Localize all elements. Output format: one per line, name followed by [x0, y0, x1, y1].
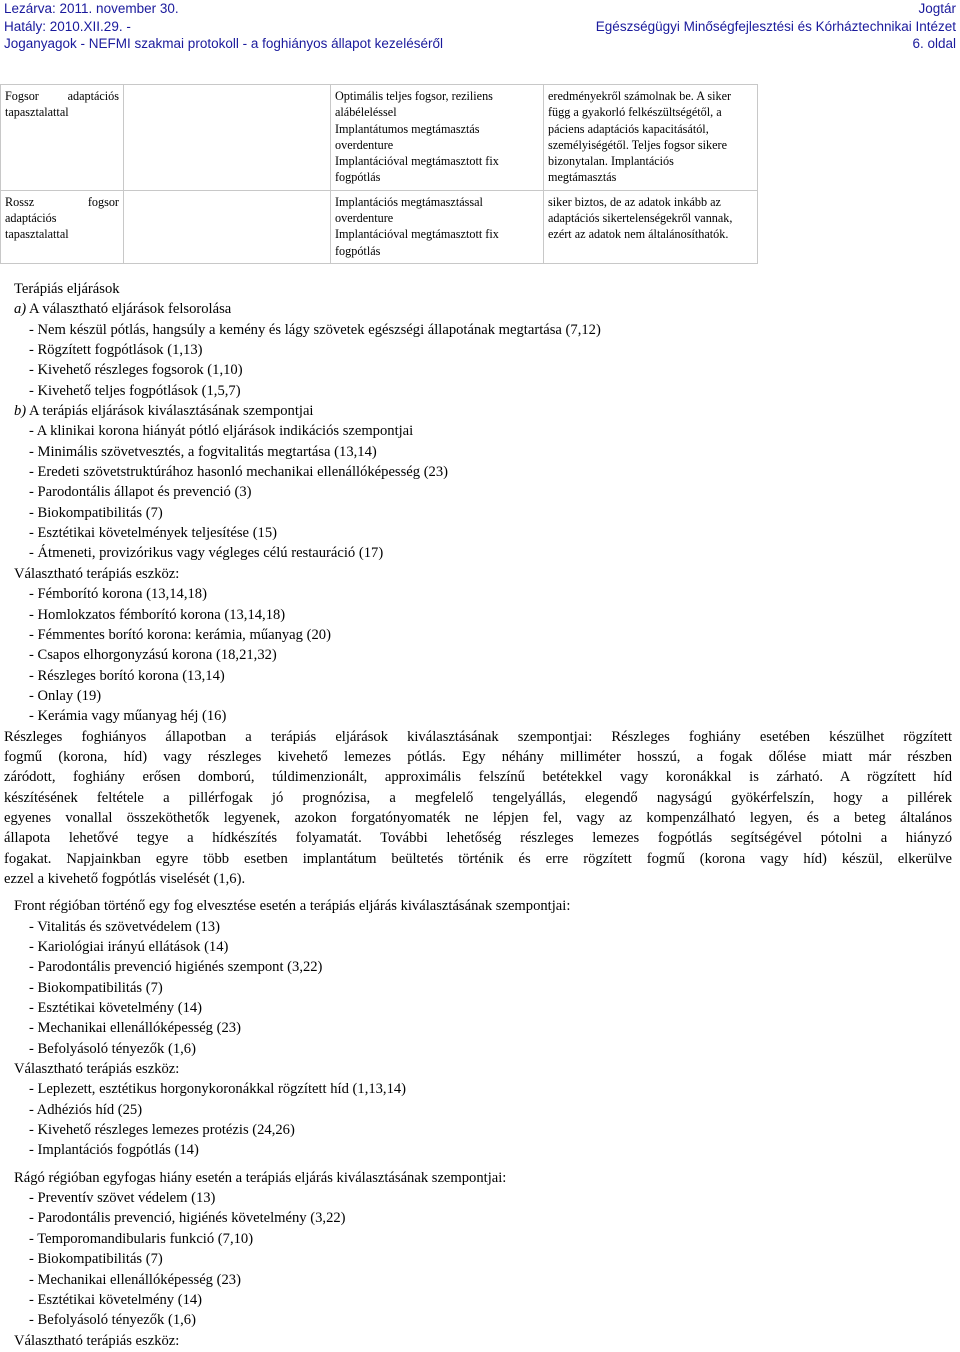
cell-line: overdenture [335, 137, 394, 152]
section-a-heading [14, 299, 958, 319]
cell-line: overdenture [335, 211, 394, 226]
list-item: - Homlokzatos fémborító korona (13,14,18) [29, 606, 286, 623]
paragraph-line: fogmű (korona, híd) vagy részleges kivehető lemezes pótlás. Egy néhány milliméter hosszú, a fogak dőlése miatt már részben [4, 748, 952, 765]
list-item: - Preventív szövet védelem (13) [29, 1190, 216, 1207]
table-cell-c3 [331, 85, 544, 191]
table-cell-c2 [124, 85, 331, 191]
document-body [4, 279, 958, 1351]
list-item: - Kerámia vagy műanyag héj (16) [29, 708, 227, 725]
table-cell-c3 [331, 190, 544, 263]
table-cell-c4 [544, 190, 758, 263]
paragraph-line: állapota lehetővé tegye a hídkészítés folyamatát. További lehetőség részleges lemezes fogpótlás segítségével pótolni a hiányzó [4, 830, 952, 847]
list-item: - Kivehető részleges fogsorok (1,10) [29, 362, 243, 379]
table-cell-c4 [544, 85, 758, 191]
header-publisher: Jogtár [918, 1, 956, 16]
paragraph-line: egyenes vonallal összeköthetők legyenek, azokon forgatónyomaték ne lépjen fel, vagy az kompenzálható legyen, és a beteg általános [4, 809, 952, 826]
list-item: - Fémmentes borító korona: kerámia, műanyag (20) [29, 626, 331, 643]
list-item: - Mechanikai ellenállóképesség (23) [29, 1271, 241, 1288]
header-page-number: 6. oldal [912, 36, 956, 51]
cell-line: siker biztos, de az adatok inkább az [548, 194, 721, 209]
cell-line: fogpótlás [335, 243, 381, 258]
cell-line: tapasztalattal [5, 105, 69, 120]
list-item: - Biokompatibilitás (7) [29, 1251, 163, 1268]
cell-line: adaptációs sikertelenségekről vannak, [548, 211, 733, 226]
cell-line: fogpótlás [335, 170, 381, 185]
section-b-title: A terápiás eljárások kiválasztásának szempontjai [29, 403, 314, 420]
list-item: - Leplezett, esztétikus horgonykoronákkal rögzített híd (1,13,14) [29, 1081, 407, 1098]
cell-line: függ a gyakorló felkészültségétől, a [548, 105, 722, 120]
cell-line: alábéleléssel [335, 105, 397, 120]
list-item: - Adhéziós híd (25) [29, 1101, 143, 1118]
list-item: - Nem készül pótlás, hangsúly a kemény és lágy szövetek egészségi állapotának megtartása (7,12) [29, 321, 601, 338]
list-item: - Biokompatibilitás (7) [29, 504, 163, 521]
list-item: - A klinikai korona hiányát pótló eljárások indikációs szempontjai [29, 423, 414, 440]
list-item: - Temporomandibularis funkció (7,10) [29, 1230, 254, 1247]
tool-label-2: Választható terápiás eszköz: [14, 1061, 180, 1078]
cell-line: eredményekről számolnak be. A siker [548, 89, 732, 103]
list-a [14, 320, 958, 401]
list-item: - Kariológiai irányú ellátások (14) [29, 939, 229, 955]
page-header [4, 0, 956, 53]
cell-line: Optimális teljes fogsor, reziliens [335, 89, 493, 103]
list-item: - Vitalitás és szövetvédelem (13) [29, 918, 220, 935]
list-item: - Kivehető részleges lemezes protézis (24,26) [29, 1122, 295, 1139]
list-item: - Biokompatibilitás (7) [29, 979, 163, 996]
header-lock-date: Lezárva: 2011. november 30. [4, 1, 179, 16]
partial-tooth-loss-paragraph [4, 727, 952, 890]
cell-line: adaptációs [5, 211, 57, 226]
cell-line: megtámasztás [548, 170, 617, 185]
cell-line: Fogsor adaptációs [5, 89, 119, 103]
list-item: - Befolyásoló tényezők (1,6) [29, 1040, 196, 1057]
cell-line: Implantátumos megtámasztás [335, 121, 480, 136]
paragraph-line: fogakat. Napjainkban egyre több esetben implantátum beültetés történik és erre rögzített fogmű (korona vagy híd) készül, elkerülve [4, 850, 952, 867]
section-b-prefix: b) [14, 403, 27, 420]
paragraph-line: készítésének feltétele a pillérfogak jó prognózisa, a megfelelő tengelyállás, elegendő nagyságú gyökérfelszín, hogy a pillérek [4, 789, 952, 806]
table-cell-c1 [1, 85, 124, 191]
list-item: - Onlay (19) [29, 687, 102, 704]
cell-line: Rossz fogsor [5, 194, 119, 209]
list-item: - Mechanikai ellenállóképesség (23) [29, 1020, 241, 1037]
list-item: - Parodontális prevenció, higiénés követelmény (3,22) [29, 1210, 346, 1227]
section-a-title: A választható eljárások felsorolása [29, 301, 232, 318]
list-item: - Kivehető teljes fogpótlások (1,5,7) [29, 382, 241, 399]
list-item: - Esztétikai követelmények teljesítése (15) [29, 525, 278, 542]
protocol-table [0, 84, 758, 264]
list-tools-2 [14, 1079, 958, 1160]
cell-line: Implantációval megtámasztott fix [335, 227, 499, 242]
list-tools-1 [14, 584, 958, 726]
header-document-title: Joganyagok - NEFMI szakmai protokoll - a foghiányos állapot kezeléséről [4, 36, 443, 51]
table-row [1, 85, 758, 191]
header-institute: Egészségügyi Minőségfejlesztési és Kórháztechnikai Intézet [595, 18, 956, 34]
paragraph-line: Részleges foghiányos állapotban a terápiás eljárások kiválasztásának szempontjai: Részleges foghiány esetében készülhet rögzített [4, 728, 952, 745]
cell-line: bizonytalan. Implantációs [548, 154, 674, 169]
section-title: Terápiás eljárások [14, 281, 120, 297]
paragraph-line: ezzel a kivehető fogpótlás viselését (1,6). [4, 870, 246, 887]
list-item: - Eredeti szövetstruktúrához hasonló mechanikai ellenállóképesség (23) [29, 464, 449, 481]
table-cell-c1 [1, 190, 124, 263]
cell-line: páciens adaptációs kapacitásától, [548, 121, 709, 136]
paragraph-line: záródott, foghiány erősen domború, túldimenzionált, approximális felszínű betétekkel vagy koronákkal is zárható. A rögzített híd [4, 769, 952, 786]
list-molar [14, 1188, 958, 1330]
list-item: - Átmeneti, provizórikus vagy végleges célú restauráció (17) [29, 545, 384, 562]
list-item: - Minimális szövetvesztés, a fogvitalitás megtartása (13,14) [29, 443, 377, 460]
list-item: - Parodontális prevenció higiénés szempont (3,22) [29, 959, 323, 976]
cell-line: személyiségétől. Teljes fogsor sikere [548, 137, 727, 152]
table-cell-c2 [124, 190, 331, 263]
section-b-heading [14, 401, 958, 421]
cell-line: Implantációval megtámasztott fix [335, 154, 499, 169]
list-item: - Esztétikai követelmény (14) [29, 1000, 203, 1017]
list-front [14, 917, 958, 1059]
list-item: - Részleges borító korona (13,14) [29, 667, 225, 684]
list-item: - Rögzített fogpótlások (1,13) [29, 342, 203, 359]
list-item: - Befolyásoló tényezők (1,6) [29, 1312, 196, 1329]
molar-region-heading: Rágó régióban egyfogas hiány esetén a terápiás eljárás kiválasztásának szempontjai: [14, 1169, 507, 1186]
tool-label-3: Választható terápiás eszköz: [14, 1332, 180, 1349]
section-a-prefix: a) [14, 301, 27, 318]
list-item: - Parodontális állapot és prevenció (3) [29, 484, 252, 501]
header-effective-date: Hatály: 2010.XII.29. - [4, 18, 131, 34]
list-b [14, 421, 958, 563]
list-item: - Fémborító korona (13,14,18) [29, 586, 207, 603]
list-item: - Csapos elhorgonyzású korona (18,21,32) [29, 647, 277, 664]
table-row [1, 190, 758, 263]
tool-label-1: Választható terápiás eszköz: [14, 565, 180, 582]
list-item: - Implantációs fogpótlás (14) [29, 1142, 199, 1159]
cell-line: Implantációs megtámasztással [335, 194, 483, 209]
cell-line: ezért az adatok nem általánosíthatók. [548, 227, 729, 242]
cell-line: tapasztalattal [5, 227, 69, 242]
front-region-heading: Front régióban történő egy fog elvesztése esetén a terápiás eljárás kiválasztásának szempontjai: [14, 898, 571, 915]
list-item: - Esztétikai követelmény (14) [29, 1291, 203, 1308]
